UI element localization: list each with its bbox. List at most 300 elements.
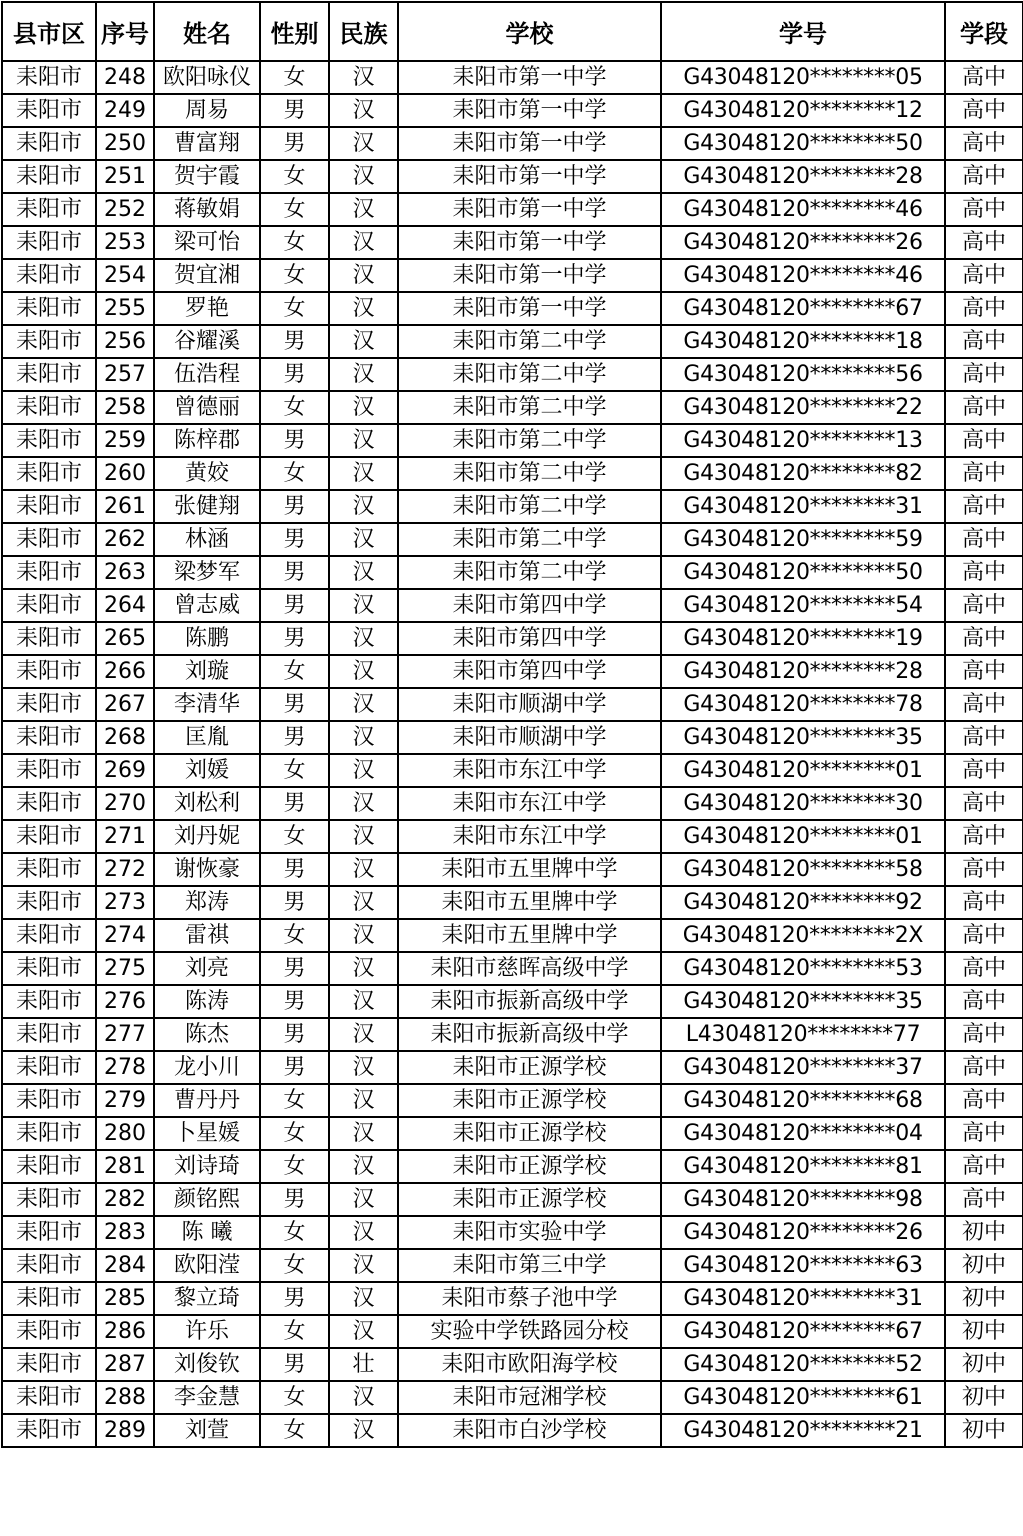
cell-student-id: G43048120********54: [661, 589, 945, 622]
table-row: [2, 226, 1023, 259]
cell-gender: 男: [260, 985, 329, 1018]
cell-stage: 高中: [945, 523, 1023, 556]
cell-gender: 女: [260, 1249, 329, 1282]
cell-gender: 女: [260, 655, 329, 688]
cell-student-id: G43048120********67: [661, 292, 945, 325]
cell-student-id: G43048120********52: [661, 1348, 945, 1381]
cell-seq: 284: [96, 1249, 154, 1282]
cell-school: 实验中学铁路园分校: [398, 1315, 661, 1348]
cell-school: 耒阳市第二中学: [398, 556, 661, 589]
cell-name: 伍浩程: [154, 358, 260, 391]
cell-school: 耒阳市东江中学: [398, 754, 661, 787]
cell-gender: 男: [260, 127, 329, 160]
cell-name: 陈涛: [154, 985, 260, 1018]
cell-stage: 高中: [945, 787, 1023, 820]
table-row: [2, 721, 1023, 754]
cell-school: 耒阳市正源学校: [398, 1150, 661, 1183]
cell-ethnicity: 汉: [329, 325, 398, 358]
cell-stage: 高中: [945, 61, 1023, 94]
cell-student-id: G43048120********22: [661, 391, 945, 424]
cell-county: 耒阳市: [2, 1282, 96, 1315]
cell-student-id: G43048120********53: [661, 952, 945, 985]
cell-name: 许乐: [154, 1315, 260, 1348]
cell-name: 梁可怡: [154, 226, 260, 259]
cell-student-id: G43048120********2X: [661, 919, 945, 952]
cell-ethnicity: 汉: [329, 886, 398, 919]
cell-seq: 261: [96, 490, 154, 523]
header-ethnicity: 民族: [329, 2, 398, 61]
cell-name: 刘丹妮: [154, 820, 260, 853]
cell-seq: 257: [96, 358, 154, 391]
cell-student-id: G43048120********31: [661, 1282, 945, 1315]
table-row: [2, 325, 1023, 358]
cell-name: 贺宜湘: [154, 259, 260, 292]
cell-stage: 高中: [945, 721, 1023, 754]
table-row: [2, 391, 1023, 424]
cell-stage: 高中: [945, 490, 1023, 523]
cell-ethnicity: 汉: [329, 1018, 398, 1051]
cell-gender: 女: [260, 1084, 329, 1117]
cell-ethnicity: 汉: [329, 820, 398, 853]
cell-name: 欧阳咏仪: [154, 61, 260, 94]
cell-stage: 高中: [945, 457, 1023, 490]
header-school: 学校: [398, 2, 661, 61]
cell-county: 耒阳市: [2, 1249, 96, 1282]
cell-ethnicity: 汉: [329, 589, 398, 622]
cell-student-id: G43048120********81: [661, 1150, 945, 1183]
cell-school: 耒阳市第一中学: [398, 292, 661, 325]
cell-seq: 282: [96, 1183, 154, 1216]
cell-county: 耒阳市: [2, 556, 96, 589]
cell-student-id: G43048120********01: [661, 820, 945, 853]
cell-gender: 男: [260, 721, 329, 754]
cell-name: 匡胤: [154, 721, 260, 754]
cell-ethnicity: 汉: [329, 193, 398, 226]
cell-stage: 高中: [945, 688, 1023, 721]
cell-ethnicity: 壮: [329, 1348, 398, 1381]
table-row: [2, 523, 1023, 556]
cell-ethnicity: 汉: [329, 1216, 398, 1249]
cell-name: 张健翔: [154, 490, 260, 523]
cell-ethnicity: 汉: [329, 688, 398, 721]
header-seq: 序号: [96, 2, 154, 61]
cell-student-id: G43048120********30: [661, 787, 945, 820]
cell-ethnicity: 汉: [329, 787, 398, 820]
cell-county: 耒阳市: [2, 688, 96, 721]
cell-county: 耒阳市: [2, 1216, 96, 1249]
header-gender: 性别: [260, 2, 329, 61]
cell-ethnicity: 汉: [329, 985, 398, 1018]
cell-county: 耒阳市: [2, 820, 96, 853]
cell-stage: 高中: [945, 424, 1023, 457]
cell-county: 耒阳市: [2, 1414, 96, 1447]
cell-ethnicity: 汉: [329, 61, 398, 94]
cell-student-id: G43048120********28: [661, 655, 945, 688]
cell-school: 耒阳市正源学校: [398, 1051, 661, 1084]
cell-county: 耒阳市: [2, 886, 96, 919]
cell-gender: 女: [260, 820, 329, 853]
table-row: [2, 1051, 1023, 1084]
cell-gender: 男: [260, 1183, 329, 1216]
cell-stage: 高中: [945, 820, 1023, 853]
cell-ethnicity: 汉: [329, 655, 398, 688]
cell-gender: 男: [260, 589, 329, 622]
cell-student-id: G43048120********59: [661, 523, 945, 556]
cell-county: 耒阳市: [2, 292, 96, 325]
cell-student-id: L43048120********77: [661, 1018, 945, 1051]
cell-seq: 267: [96, 688, 154, 721]
cell-student-id: G43048120********19: [661, 622, 945, 655]
cell-seq: 264: [96, 589, 154, 622]
table-body: [2, 61, 1023, 1447]
table-row: [2, 820, 1023, 853]
cell-county: 耒阳市: [2, 226, 96, 259]
cell-student-id: G43048120********35: [661, 721, 945, 754]
cell-gender: 女: [260, 754, 329, 787]
cell-county: 耒阳市: [2, 61, 96, 94]
table-row: [2, 1381, 1023, 1414]
cell-gender: 女: [260, 391, 329, 424]
cell-county: 耒阳市: [2, 193, 96, 226]
cell-student-id: G43048120********26: [661, 226, 945, 259]
cell-name: 曹富翔: [154, 127, 260, 160]
cell-school: 耒阳市第一中学: [398, 127, 661, 160]
cell-stage: 高中: [945, 391, 1023, 424]
cell-gender: 男: [260, 94, 329, 127]
cell-gender: 男: [260, 424, 329, 457]
cell-school: 耒阳市第二中学: [398, 457, 661, 490]
cell-stage: 初中: [945, 1348, 1023, 1381]
cell-stage: 初中: [945, 1216, 1023, 1249]
cell-name: 郑涛: [154, 886, 260, 919]
cell-name: 欧阳滢: [154, 1249, 260, 1282]
cell-ethnicity: 汉: [329, 1414, 398, 1447]
cell-school: 耒阳市五里牌中学: [398, 919, 661, 952]
cell-ethnicity: 汉: [329, 424, 398, 457]
cell-school: 耒阳市第四中学: [398, 622, 661, 655]
cell-school: 耒阳市第四中学: [398, 589, 661, 622]
cell-school: 耒阳市第四中学: [398, 655, 661, 688]
table-row: [2, 1018, 1023, 1051]
cell-stage: 高中: [945, 1183, 1023, 1216]
cell-county: 耒阳市: [2, 325, 96, 358]
cell-county: 耒阳市: [2, 1183, 96, 1216]
cell-seq: 260: [96, 457, 154, 490]
cell-seq: 288: [96, 1381, 154, 1414]
cell-county: 耒阳市: [2, 358, 96, 391]
header-stage: 学段: [945, 2, 1023, 61]
table-row: [2, 292, 1023, 325]
cell-school: 耒阳市顺湖中学: [398, 688, 661, 721]
cell-school: 耒阳市第一中学: [398, 61, 661, 94]
table-header-row: [2, 2, 1023, 61]
cell-seq: 252: [96, 193, 154, 226]
cell-name: 刘亮: [154, 952, 260, 985]
cell-stage: 高中: [945, 292, 1023, 325]
cell-stage: 高中: [945, 325, 1023, 358]
cell-seq: 254: [96, 259, 154, 292]
cell-student-id: G43048120********82: [661, 457, 945, 490]
cell-name: 曾德丽: [154, 391, 260, 424]
table-row: [2, 985, 1023, 1018]
cell-seq: 283: [96, 1216, 154, 1249]
cell-gender: 女: [260, 1117, 329, 1150]
cell-gender: 女: [260, 1315, 329, 1348]
cell-ethnicity: 汉: [329, 358, 398, 391]
cell-student-id: G43048120********12: [661, 94, 945, 127]
cell-ethnicity: 汉: [329, 721, 398, 754]
cell-name: 陈 曦: [154, 1216, 260, 1249]
cell-gender: 女: [260, 259, 329, 292]
cell-name: 陈杰: [154, 1018, 260, 1051]
cell-name: 黎立琦: [154, 1282, 260, 1315]
cell-name: 贺宇霞: [154, 160, 260, 193]
cell-seq: 286: [96, 1315, 154, 1348]
cell-student-id: G43048120********67: [661, 1315, 945, 1348]
cell-name: 颜铭熙: [154, 1183, 260, 1216]
cell-school: 耒阳市第一中学: [398, 160, 661, 193]
cell-stage: 初中: [945, 1381, 1023, 1414]
cell-school: 耒阳市五里牌中学: [398, 853, 661, 886]
cell-seq: 277: [96, 1018, 154, 1051]
cell-gender: 女: [260, 1381, 329, 1414]
cell-seq: 275: [96, 952, 154, 985]
cell-stage: 高中: [945, 754, 1023, 787]
cell-stage: 高中: [945, 94, 1023, 127]
cell-gender: 女: [260, 1150, 329, 1183]
table-row: [2, 589, 1023, 622]
cell-stage: 高中: [945, 886, 1023, 919]
cell-name: 林涵: [154, 523, 260, 556]
cell-school: 耒阳市欧阳海学校: [398, 1348, 661, 1381]
cell-school: 耒阳市正源学校: [398, 1117, 661, 1150]
table-row: [2, 919, 1023, 952]
cell-stage: 高中: [945, 919, 1023, 952]
cell-county: 耒阳市: [2, 94, 96, 127]
cell-ethnicity: 汉: [329, 853, 398, 886]
cell-county: 耒阳市: [2, 985, 96, 1018]
student-list-table: [1, 1, 1023, 1448]
cell-county: 耒阳市: [2, 1117, 96, 1150]
cell-stage: 初中: [945, 1414, 1023, 1447]
cell-stage: 高中: [945, 556, 1023, 589]
cell-seq: 259: [96, 424, 154, 457]
cell-name: 李金慧: [154, 1381, 260, 1414]
cell-student-id: G43048120********68: [661, 1084, 945, 1117]
cell-gender: 男: [260, 490, 329, 523]
cell-seq: 280: [96, 1117, 154, 1150]
cell-ethnicity: 汉: [329, 622, 398, 655]
table-row: [2, 424, 1023, 457]
cell-stage: 高中: [945, 358, 1023, 391]
cell-gender: 女: [260, 193, 329, 226]
cell-ethnicity: 汉: [329, 94, 398, 127]
cell-school: 耒阳市正源学校: [398, 1183, 661, 1216]
cell-name: 陈梓郡: [154, 424, 260, 457]
cell-county: 耒阳市: [2, 127, 96, 160]
cell-gender: 女: [260, 292, 329, 325]
cell-ethnicity: 汉: [329, 259, 398, 292]
table-row: [2, 1414, 1023, 1447]
cell-school: 耒阳市慈晖高级中学: [398, 952, 661, 985]
cell-school: 耒阳市五里牌中学: [398, 886, 661, 919]
cell-school: 耒阳市振新高级中学: [398, 1018, 661, 1051]
cell-name: 谷耀溪: [154, 325, 260, 358]
cell-gender: 男: [260, 622, 329, 655]
table-row: [2, 952, 1023, 985]
cell-student-id: G43048120********50: [661, 127, 945, 160]
cell-name: 谢恢豪: [154, 853, 260, 886]
cell-stage: 高中: [945, 1051, 1023, 1084]
cell-ethnicity: 汉: [329, 523, 398, 556]
cell-gender: 男: [260, 886, 329, 919]
cell-school: 耒阳市冠湘学校: [398, 1381, 661, 1414]
cell-county: 耒阳市: [2, 655, 96, 688]
cell-name: 雷祺: [154, 919, 260, 952]
cell-stage: 高中: [945, 1018, 1023, 1051]
cell-ethnicity: 汉: [329, 1282, 398, 1315]
cell-name: 刘俊钦: [154, 1348, 260, 1381]
cell-seq: 266: [96, 655, 154, 688]
cell-name: 刘松利: [154, 787, 260, 820]
cell-stage: 高中: [945, 985, 1023, 1018]
table-row: [2, 457, 1023, 490]
cell-name: 周易: [154, 94, 260, 127]
cell-ethnicity: 汉: [329, 127, 398, 160]
cell-seq: 279: [96, 1084, 154, 1117]
cell-stage: 初中: [945, 1315, 1023, 1348]
cell-ethnicity: 汉: [329, 457, 398, 490]
cell-seq: 250: [96, 127, 154, 160]
header-student-id: 学号: [661, 2, 945, 61]
cell-name: 蒋敏娟: [154, 193, 260, 226]
cell-name: 陈鹏: [154, 622, 260, 655]
cell-county: 耒阳市: [2, 787, 96, 820]
cell-stage: 高中: [945, 226, 1023, 259]
cell-stage: 高中: [945, 1150, 1023, 1183]
cell-name: 曹丹丹: [154, 1084, 260, 1117]
cell-ethnicity: 汉: [329, 490, 398, 523]
cell-student-id: G43048120********37: [661, 1051, 945, 1084]
cell-school: 耒阳市东江中学: [398, 787, 661, 820]
cell-name: 刘萱: [154, 1414, 260, 1447]
cell-stage: 高中: [945, 655, 1023, 688]
cell-seq: 273: [96, 886, 154, 919]
cell-gender: 男: [260, 1051, 329, 1084]
cell-seq: 287: [96, 1348, 154, 1381]
cell-county: 耒阳市: [2, 259, 96, 292]
table-row: [2, 1348, 1023, 1381]
table-row: [2, 94, 1023, 127]
cell-student-id: G43048120********28: [661, 160, 945, 193]
cell-ethnicity: 汉: [329, 1084, 398, 1117]
cell-county: 耒阳市: [2, 1348, 96, 1381]
cell-seq: 289: [96, 1414, 154, 1447]
cell-seq: 262: [96, 523, 154, 556]
cell-seq: 270: [96, 787, 154, 820]
table-row: [2, 160, 1023, 193]
cell-stage: 高中: [945, 259, 1023, 292]
cell-county: 耒阳市: [2, 919, 96, 952]
cell-student-id: G43048120********01: [661, 754, 945, 787]
cell-seq: 248: [96, 61, 154, 94]
cell-ethnicity: 汉: [329, 226, 398, 259]
cell-stage: 高中: [945, 160, 1023, 193]
cell-student-id: G43048120********26: [661, 1216, 945, 1249]
cell-county: 耒阳市: [2, 490, 96, 523]
cell-gender: 男: [260, 556, 329, 589]
cell-student-id: G43048120********98: [661, 1183, 945, 1216]
table-row: [2, 622, 1023, 655]
cell-school: 耒阳市第一中学: [398, 226, 661, 259]
cell-name: 曾志威: [154, 589, 260, 622]
cell-stage: 高中: [945, 1117, 1023, 1150]
cell-gender: 男: [260, 358, 329, 391]
cell-ethnicity: 汉: [329, 292, 398, 325]
cell-name: 刘媛: [154, 754, 260, 787]
cell-seq: 249: [96, 94, 154, 127]
cell-ethnicity: 汉: [329, 1381, 398, 1414]
cell-county: 耒阳市: [2, 622, 96, 655]
cell-stage: 高中: [945, 853, 1023, 886]
cell-county: 耒阳市: [2, 1150, 96, 1183]
cell-student-id: G43048120********21: [661, 1414, 945, 1447]
cell-school: 耒阳市第二中学: [398, 424, 661, 457]
cell-county: 耒阳市: [2, 952, 96, 985]
cell-school: 耒阳市东江中学: [398, 820, 661, 853]
table-row: [2, 853, 1023, 886]
cell-name: 李清华: [154, 688, 260, 721]
cell-stage: 高中: [945, 127, 1023, 160]
cell-school: 耒阳市正源学校: [398, 1084, 661, 1117]
cell-gender: 男: [260, 1018, 329, 1051]
cell-ethnicity: 汉: [329, 1315, 398, 1348]
cell-school: 耒阳市第一中学: [398, 94, 661, 127]
cell-name: 梁梦军: [154, 556, 260, 589]
cell-student-id: G43048120********46: [661, 259, 945, 292]
cell-student-id: G43048120********58: [661, 853, 945, 886]
cell-gender: 女: [260, 61, 329, 94]
cell-ethnicity: 汉: [329, 952, 398, 985]
cell-seq: 265: [96, 622, 154, 655]
table-row: [2, 1282, 1023, 1315]
cell-student-id: G43048120********56: [661, 358, 945, 391]
cell-ethnicity: 汉: [329, 391, 398, 424]
table-row: [2, 1315, 1023, 1348]
cell-stage: 高中: [945, 1084, 1023, 1117]
table-row: [2, 754, 1023, 787]
cell-student-id: G43048120********13: [661, 424, 945, 457]
cell-gender: 女: [260, 1414, 329, 1447]
cell-county: 耒阳市: [2, 424, 96, 457]
cell-ethnicity: 汉: [329, 556, 398, 589]
cell-seq: 271: [96, 820, 154, 853]
table-row: [2, 259, 1023, 292]
cell-gender: 男: [260, 952, 329, 985]
cell-name: 龙小川: [154, 1051, 260, 1084]
cell-gender: 女: [260, 457, 329, 490]
cell-county: 耒阳市: [2, 1051, 96, 1084]
cell-student-id: G43048120********92: [661, 886, 945, 919]
cell-county: 耒阳市: [2, 457, 96, 490]
cell-seq: 255: [96, 292, 154, 325]
cell-student-id: G43048120********78: [661, 688, 945, 721]
cell-county: 耒阳市: [2, 391, 96, 424]
table-row: [2, 193, 1023, 226]
table-row: [2, 61, 1023, 94]
cell-seq: 272: [96, 853, 154, 886]
cell-gender: 男: [260, 1348, 329, 1381]
